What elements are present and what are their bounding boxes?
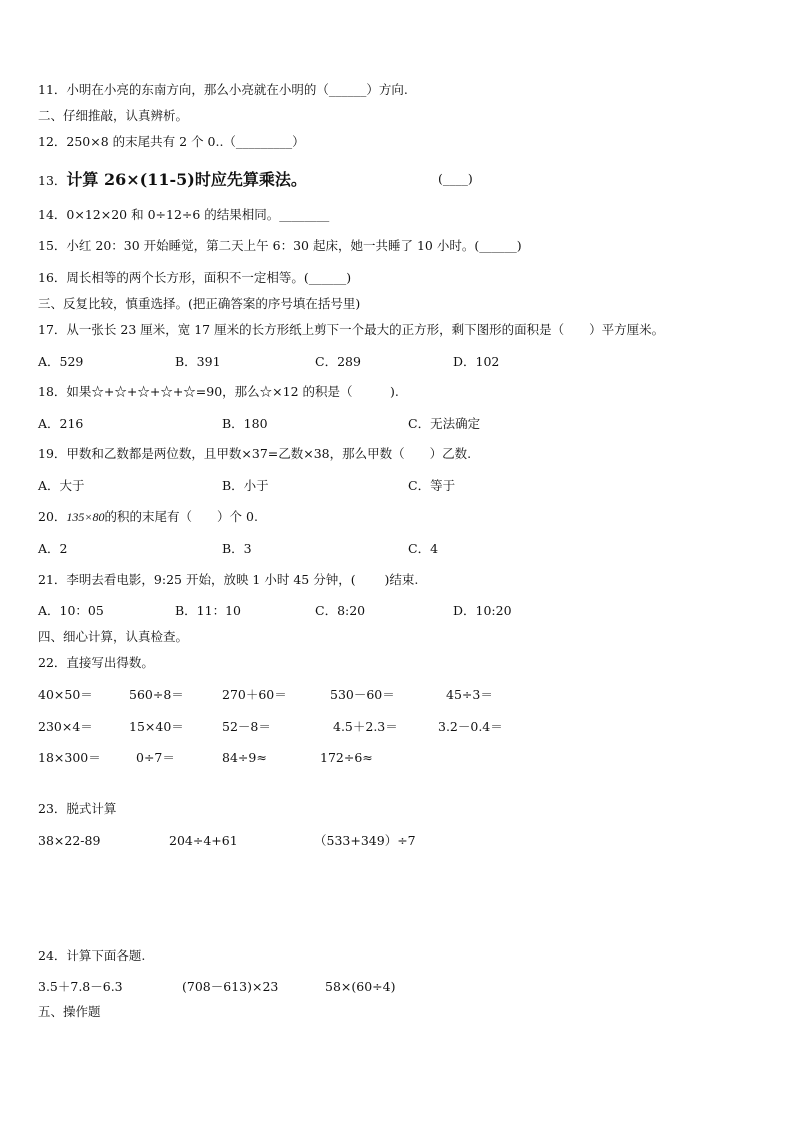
expression-item: （533+349）÷7 [314,833,416,848]
question-18-options [38,416,738,432]
section-2-heading: 二、仔细推敲，认真辨析。 [38,108,189,123]
calc-item: 172÷6≈ [320,750,373,765]
question-13-number: 13． [38,173,67,188]
calc-row [38,719,738,735]
option-c: C．8:20 [315,603,366,618]
question-13 [38,170,754,190]
option-c: C．无法确定 [408,416,481,431]
question-11: 11．小明在小亮的东南方向，那么小亮就在小明的（______）方向. [38,82,408,97]
calc-item: 0÷7＝ [136,750,175,765]
calc-item: 4.5＋2.3＝ [333,719,398,734]
calc-item: 270＋60＝ [222,687,287,702]
question-18: 18．如果☆+☆+☆+☆+☆=90，那么☆×12 的积是（ ). [38,384,399,399]
calc-row [38,687,738,703]
question-15: 15．小红 20：30 开始睡觉，第二天上午 6：30 起床，她一共睡了 10 小时。(______) [38,238,522,253]
option-d: D．10:20 [453,603,512,618]
calc-item: 560÷8＝ [129,687,184,702]
expression-item: 58×(60÷4) [325,979,396,994]
calc-item: 230×4＝ [38,719,93,734]
calc-item: 18×300＝ [38,750,101,765]
option-c: C．等于 [408,478,456,493]
option-c: C．289 [315,354,361,369]
question-23-items [38,833,738,849]
calc-item: 52－8＝ [222,719,271,734]
option-d: D．102 [453,354,500,369]
option-b: B．小于 [222,478,269,493]
calc-item: 40×50＝ [38,687,93,702]
question-19: 19．甲数和乙数都是两位数，且甲数×37=乙数×38，那么甲数（ ）乙数. [38,446,472,461]
question-24: 24．计算下面各题. [38,948,146,963]
option-b: B．391 [175,354,221,369]
option-a: A．2 [38,541,68,556]
calc-item: 15×40＝ [129,719,184,734]
option-b: B．180 [222,416,268,431]
option-a: A．10：05 [38,603,104,618]
expression-item: 3.5＋7.8－6.3 [38,979,123,994]
question-12: 12．250×8 的末尾共有 2 个 0..（_________） [38,134,305,149]
question-19-options [38,478,738,494]
question-21: 21．李明去看电影，9:25 开始，放映 1 小时 45 分钟，( )结束. [38,572,419,587]
question-21-options [38,603,738,619]
question-20-expression: 135×80 [66,510,105,524]
question-13-text: 计算 26×(11-5)时应先算乘法。 [66,170,307,189]
question-22: 22．直接写出得数。 [38,655,154,670]
question-17: 17．从一张长 23 厘米，宽 17 厘米的长方形纸上剪下一个最大的正方形，剩下图形的面积是（ ）平方厘米。 [38,322,665,337]
calc-item: 530－60＝ [330,687,395,702]
option-b: B．11：10 [175,603,241,618]
question-17-options [38,354,738,370]
calc-item: 45÷3＝ [446,687,493,702]
question-23: 23．脱式计算 [38,801,117,816]
calc-item: 84÷9≈ [222,750,267,765]
section-3-heading: 三、反复比较，慎重选择。(把正确答案的序号填在括号里) [38,296,361,311]
option-a: A．大于 [38,478,85,493]
section-5-heading: 五、操作题 [38,1004,101,1019]
expression-item: (708－613)×23 [182,979,279,994]
question-24-items [38,979,738,995]
option-c: C．4 [408,541,439,556]
option-a: A．216 [38,416,84,431]
calc-row [38,750,738,766]
question-14: 14．0×12×20 和 0÷12÷6 的结果相同。________ [38,207,330,222]
expression-item: 204÷4+61 [169,833,238,848]
section-4-heading: 四、细心计算，认真检查。 [38,629,189,644]
question-20 [38,509,258,525]
question-13-blank: (____) [438,171,473,186]
question-16: 16．周长相等的两个长方形，面积不一定相等。(______) [38,270,352,285]
option-a: A．529 [38,354,84,369]
expression-item: 38×22-89 [38,833,101,848]
calc-item: 3.2－0.4＝ [438,719,503,734]
option-b: B．3 [222,541,252,556]
question-20-text: 的积的末尾有（ ）个 0. [104,509,258,524]
question-20-options [38,541,738,557]
question-20-number: 20． [38,509,67,524]
